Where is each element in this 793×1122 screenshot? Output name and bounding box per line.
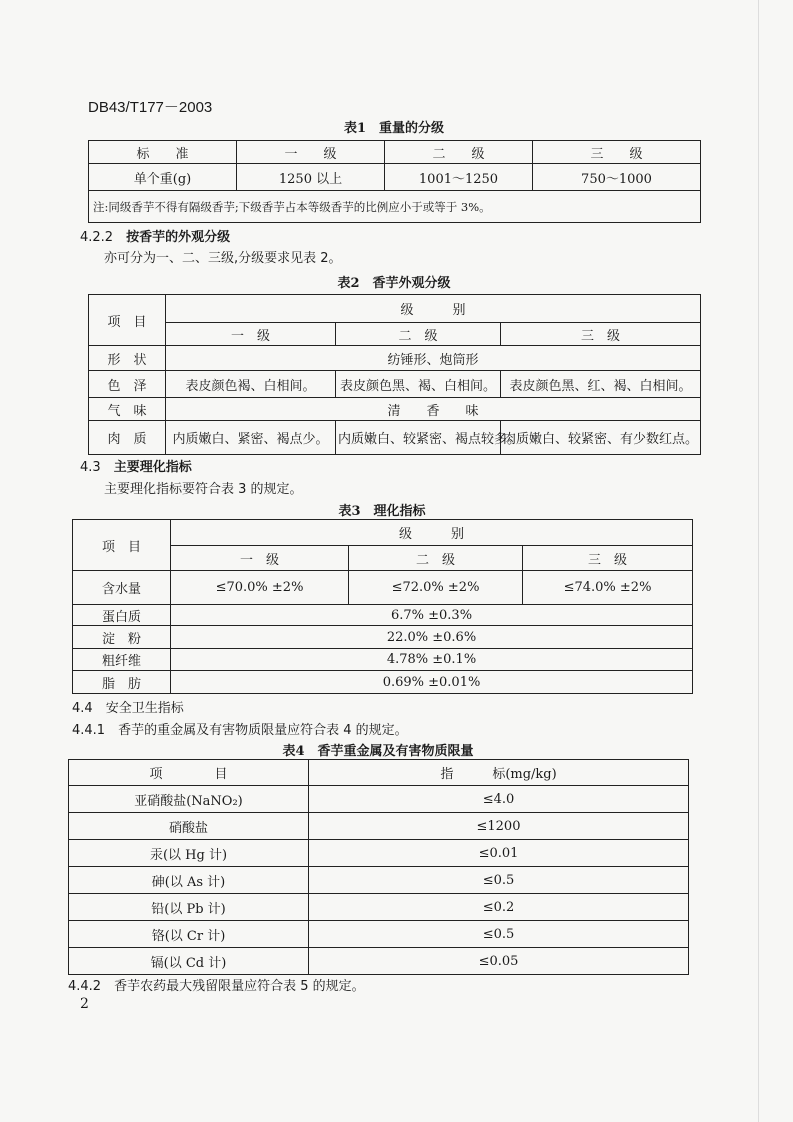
section-title: 主要理化指标: [113, 460, 192, 475]
table3-grade-header: 三 级: [523, 546, 693, 571]
table2-cell: 清 香 味: [166, 398, 701, 421]
section-number: 4.4.1: [72, 723, 106, 738]
table2-cell: 表皮颜色黑、褐、白相间。: [336, 371, 501, 398]
table4-value: ≤0.2: [309, 894, 689, 921]
scan-edge: [758, 0, 759, 1122]
table3-caption: 表3 理化指标: [338, 504, 426, 519]
section-4-3: [80, 456, 192, 475]
section-4-4-1: [72, 719, 408, 738]
table2-item: 肉 质: [89, 421, 166, 455]
table1-cell: 750～1000: [533, 164, 701, 191]
table1-caption: 表1 重量的分级: [343, 121, 445, 136]
section-title: 按香芋的外观分级: [126, 230, 231, 245]
table2-cell: 内质嫩白、较紧密、褐点较多。: [336, 421, 501, 455]
table4-item: 砷(以 As 计): [69, 867, 309, 894]
table3-item: 粗纤维: [73, 649, 171, 671]
table3-item-header: 项 目: [73, 520, 171, 571]
page-number: 2: [80, 996, 89, 1012]
section-text: 香芋农药最大残留限量应符合表 5 的规定。: [114, 979, 365, 994]
table4-item: 汞(以 Hg 计): [69, 840, 309, 867]
table1-header: 三 级: [533, 141, 701, 164]
table2-cell: 内质嫩白、紧密、褐点少。: [166, 421, 336, 455]
table4-item: 铬(以 Cr 计): [69, 921, 309, 948]
table4-value: ≤0.5: [309, 921, 689, 948]
table3-cell: ≤72.0% ±2%: [349, 571, 523, 605]
table4-item: 硝酸盐: [69, 813, 309, 840]
section-4-2-2: [80, 226, 230, 245]
table2-group-header: 级 别: [166, 295, 701, 323]
table2-item: 色 泽: [89, 371, 166, 398]
table3-item: 脂 肪: [73, 671, 171, 694]
section-title: 安全卫生指标: [105, 701, 184, 716]
table3-item: 淀 粉: [73, 626, 171, 649]
section-4-4-2: [68, 975, 365, 994]
table2-grade-header: 二 级: [336, 323, 501, 346]
table4-value: ≤0.5: [309, 867, 689, 894]
table1: [88, 140, 701, 223]
table4-header: 指 标(mg/kg): [309, 760, 689, 786]
table2-item: 形 状: [89, 346, 166, 371]
standard-code: DB43/T177－2003: [88, 99, 213, 116]
section-text: 香芋的重金属及有害物质限量应符合表 4 的规定。: [118, 723, 408, 738]
table1-cell: 1250 以上: [237, 164, 385, 191]
table4-value: ≤0.01: [309, 840, 689, 867]
table2-cell: 表皮颜色黑、红、褐、白相间。: [501, 371, 701, 398]
table3-cell: 4.78% ±0.1%: [171, 649, 693, 671]
section-number: 4.3: [80, 460, 101, 475]
table4-value: ≤0.05: [309, 948, 689, 975]
table4: [68, 759, 689, 975]
table2-item-header: 项 目: [89, 295, 166, 346]
section-4-3-text: 主要理化指标要符合表 3 的规定。: [104, 482, 303, 497]
section-number: 4.4: [72, 701, 93, 716]
table2-caption: 表2 香芋外观分级: [337, 276, 451, 291]
table3-cell: 22.0% ±0.6%: [171, 626, 693, 649]
table3-cell: ≤70.0% ±2%: [171, 571, 349, 605]
table2-cell: 表皮颜色褐、白相间。: [166, 371, 336, 398]
section-number: 4.4.2: [68, 979, 102, 994]
table1-header: 一 级: [237, 141, 385, 164]
table3-cell: 6.7% ±0.3%: [171, 605, 693, 626]
table4-item: 镉(以 Cd 计): [69, 948, 309, 975]
table2-grade-header: 三 级: [501, 323, 701, 346]
table3: [72, 519, 693, 694]
table2-grade-header: 一 级: [166, 323, 336, 346]
table3-item: 蛋白质: [73, 605, 171, 626]
table1-cell: 单个重(g): [89, 164, 237, 191]
table2: [88, 294, 701, 455]
table3-grade-header: 一 级: [171, 546, 349, 571]
table2-item: 气 味: [89, 398, 166, 421]
table3-cell: 0.69% ±0.01%: [171, 671, 693, 694]
table1-header: 二 级: [385, 141, 533, 164]
table1-cell: 1001～1250: [385, 164, 533, 191]
table4-value: ≤1200: [309, 813, 689, 840]
section-4-4: [72, 697, 184, 716]
table4-header: 项 目: [69, 760, 309, 786]
table3-grade-header: 二 级: [349, 546, 523, 571]
table1-note: 注:同级香芋不得有隔级香芋;下级香芋占本等级香芋的比例应小于或等于 3%。: [89, 191, 701, 223]
table1-header: 标 准: [89, 141, 237, 164]
table3-group-header: 级 别: [171, 520, 693, 546]
table4-item: 铅(以 Pb 计): [69, 894, 309, 921]
table4-caption: 表4 香芋重金属及有害物质限量: [282, 744, 474, 759]
table4-value: ≤4.0: [309, 786, 689, 813]
table3-cell: ≤74.0% ±2%: [523, 571, 693, 605]
table2-cell: 纺锤形、炮筒形: [166, 346, 701, 371]
table3-item: 含水量: [73, 571, 171, 605]
section-4-2-2-text: 亦可分为一、二、三级,分级要求见表 2。: [104, 251, 342, 266]
table2-cell: 肉质嫩白、较紧密、有少数红点。: [501, 421, 701, 455]
section-number: 4.2.2: [80, 230, 114, 245]
table4-item: 亚硝酸盐(NaNO₂): [69, 786, 309, 813]
